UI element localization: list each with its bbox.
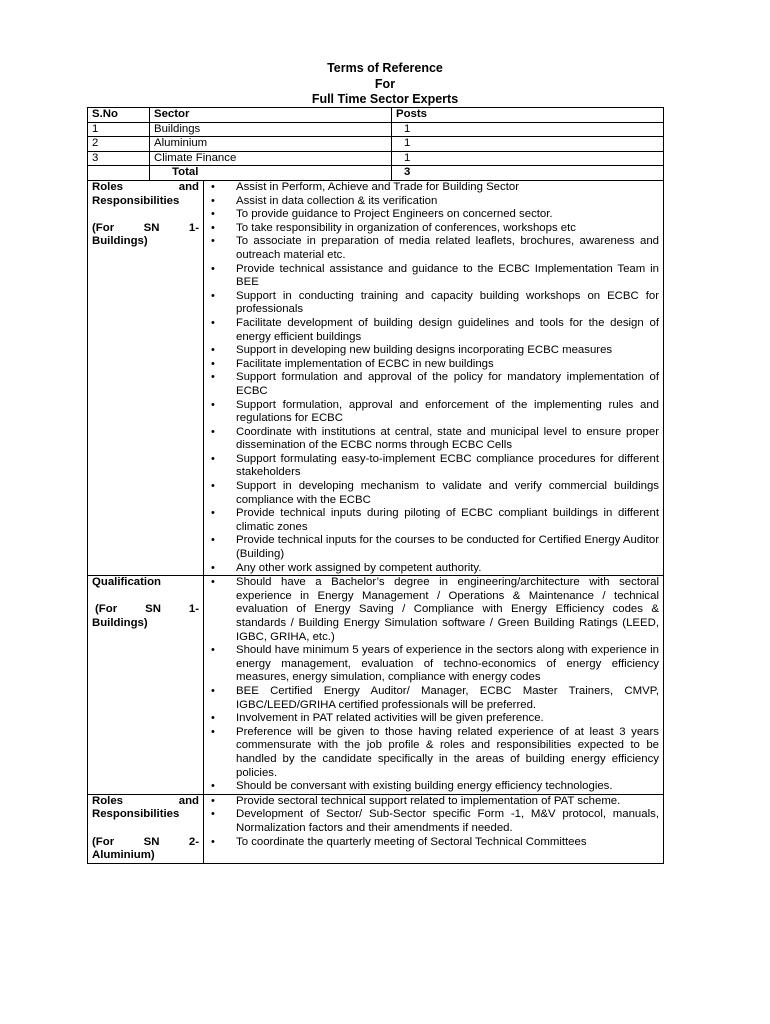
list-item: • To provide guidance to Project Engineers on concerned sector.	[208, 208, 659, 222]
list-item: • Preference will be given to those having related experience of at least 3 years commensurate with the job profile & roles and responsibilities expected to be handled by the candidate specifically in the areas of building energy efficiency policies.	[208, 726, 659, 780]
cell-sno: 3	[88, 151, 150, 166]
list-item: • Provide technical assistance and guidance to the ECBC Implementation Team in BEE	[208, 263, 659, 290]
bullet-list	[208, 181, 659, 575]
total-value: 3	[392, 166, 664, 181]
list-item: • BEE Certified Energy Auditor/ Manager, ECBC Master Trainers, CMVP, IGBC/LEED/GRIHA certified professionals will be preferred.	[208, 685, 659, 712]
section-content	[204, 794, 664, 863]
header-sno: S.No	[88, 108, 150, 123]
list-item: • Provide technical inputs for the courses to be conducted for Certified Energy Auditor (Building)	[208, 534, 659, 561]
table-row	[88, 137, 664, 152]
cell-sno: 1	[88, 122, 150, 137]
list-item: • Support formulation and approval of the policy for mandatory implementation of ECBC	[208, 371, 659, 398]
list-item: • Support in developing mechanism to validate and verify commercial buildings compliance with the ECBC	[208, 480, 659, 507]
cell-sector: Buildings	[150, 122, 392, 137]
list-item: • Should have minimum 5 years of experience in the sectors along with experience in energy management, evaluation of techno-economics of energy efficiency measures, energy simulation, compliance with energy codes	[208, 644, 659, 685]
document-title: Terms of Reference	[327, 61, 443, 75]
list-item: • Support formulation, approval and enforcement of the implementing rules and regulations for ECBC	[208, 399, 659, 426]
section-qualification-buildings	[88, 576, 664, 795]
section-content	[204, 181, 664, 576]
list-item: • Provide sectoral technical support related to implementation of PAT scheme.	[208, 795, 659, 809]
section-label: Roles and Responsibilities (For SN 2- Aluminium)	[88, 794, 204, 863]
cell-posts: 1	[392, 137, 664, 152]
list-item: • Provide technical inputs during piloting of ECBC compliant buildings in different climatic zones	[208, 507, 659, 534]
list-item: • Assist in Perform, Achieve and Trade for Building Sector	[208, 181, 659, 195]
cell-sno: 2	[88, 137, 150, 152]
list-item: • Assist in data collection & its verification	[208, 195, 659, 209]
list-item: • To take responsibility in organization of conferences, workshops etc	[208, 222, 659, 236]
cell-posts: 1	[392, 151, 664, 166]
list-item: • Any other work assigned by competent authority.	[208, 562, 659, 576]
details-table	[87, 180, 664, 864]
list-item: • Development of Sector/ Sub-Sector specific Form -1, M&V protocol, manuals, Normalization factors and their amendments if needed.	[208, 808, 659, 835]
cell-sector: Aluminium	[150, 137, 392, 152]
document-subtitle: Full Time Sector Experts	[311, 92, 459, 106]
section-label: Qualification (For SN 1- Buildings)	[88, 576, 204, 795]
list-item: • Facilitate implementation of ECBC in new buildings	[208, 358, 659, 372]
cell-sector: Climate Finance	[150, 151, 392, 166]
total-label: Total	[150, 166, 392, 181]
list-item: • Support in conducting training and capacity building workshops on ECBC for professionals	[208, 290, 659, 317]
list-item: • Coordinate with institutions at central, state and municipal level to ensure proper dissemination of the ECBC norms through ECBC Cells	[208, 426, 659, 453]
list-item: • Should be conversant with existing building energy efficiency technologies.	[208, 780, 659, 794]
list-item: • Support in developing new building designs incorporating ECBC measures	[208, 344, 659, 358]
cell-posts: 1	[392, 122, 664, 137]
list-item: • To associate in preparation of media related leaflets, brochures, awareness and outreach material etc.	[208, 235, 659, 262]
list-item: • Facilitate development of building design guidelines and tools for the design of energy efficient buildings	[208, 317, 659, 344]
table-total-row	[88, 166, 664, 181]
posts-table	[87, 107, 664, 181]
section-roles-buildings	[88, 181, 664, 576]
header-sector: Sector	[150, 108, 392, 123]
list-item: • To coordinate the quarterly meeting of Sectoral Technical Committees	[208, 836, 659, 850]
bullet-list	[208, 795, 659, 849]
section-content	[204, 576, 664, 795]
table-header-row	[88, 108, 664, 123]
section-roles-aluminium	[88, 794, 664, 863]
list-item: • Involvement in PAT related activities will be given preference.	[208, 712, 659, 726]
list-item: • Support formulating easy-to-implement ECBC compliance procedures for different stakeholders	[208, 453, 659, 480]
document-title-for: For	[374, 77, 396, 91]
header-posts: Posts	[392, 108, 664, 123]
bullet-list	[208, 576, 659, 794]
section-label: Roles and Responsibilities (For SN 1- Buildings)	[88, 181, 204, 576]
table-row	[88, 122, 664, 137]
table-row	[88, 151, 664, 166]
list-item: • Should have a Bachelor’s degree in engineering/architecture with sectoral experience in Energy Management / Operations & Maintenance / technical evaluation of Energy Saving / Compliance with Energy Efficiency codes & standards / Building Energy Simulation software / Green Building Ratings (LEED, IGBC, GRIHA, etc.)	[208, 576, 659, 644]
